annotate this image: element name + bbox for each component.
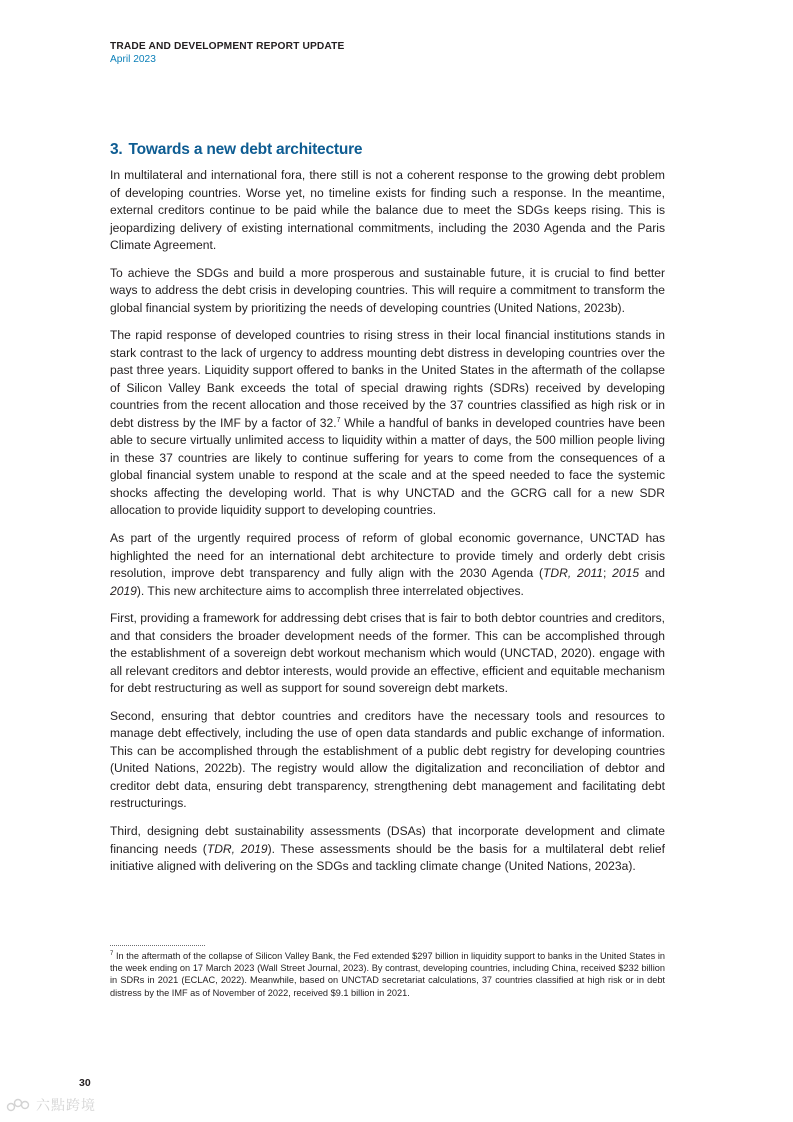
- section-title: Towards a new debt architecture: [128, 141, 363, 158]
- footnote-text: In the aftermath of the collapse of Silicon Valley Bank, the Fed extended $297 billion in liquidity support to banks in the United States in the week ending on 17 March 2023 (Wall Street Journal, 2023). By contrast, developing countries, including China, received $232 billion in SDRs in 2021 (ECLAC, 2022). Meanwhile, based on UNCTAD secretariat calculations, 37 countries classified at high risk or in debt distress by the IMF as of November of 2022, received $9.1 billion in 2021.: [110, 951, 665, 998]
- citation-2015: 2015: [612, 566, 640, 581]
- paragraph-6: Second, ensuring that debtor countries and creditors have the necessary tools and resources to manage debt effectively, including the use of open data standards and public exchange of information. This can be accomplished through the establishment of a public debt registry for developing countries (United Nations, 2022b). The registry would allow the digitalization and reconciliation of debtor and creditor debt data, ensuring debt transparency, strengthening debt management and facilitating debt restructurings.: [110, 708, 665, 811]
- citation-tdr-2011: TDR, 2011: [543, 566, 604, 581]
- watermark-logo-icon: [6, 1098, 32, 1112]
- page-number: 30: [79, 1077, 91, 1089]
- section-heading: [110, 141, 362, 159]
- paragraph-4-part-a: As part of the urgently required process of reform of global economic governance, UNCTAD has highlighted the need for an international debt architecture to provide timely and orderly debt crisis resolution, improve debt transparency and fully align with the 2030 Agenda (: [110, 531, 665, 581]
- watermark: [6, 1095, 96, 1115]
- report-title: TRADE AND DEVELOPMENT REPORT UPDATE: [110, 41, 345, 52]
- paragraph-7-part-a: Third, designing debt sustainability assessments (DSAs) that incorporate development and climate financing needs (: [110, 824, 665, 856]
- footnote: [110, 950, 665, 999]
- report-date: April 2023: [110, 54, 156, 65]
- paragraph-3-part-b: While a handful of banks in developed countries have been able to secure virtually unlimited access to liquidity within a matter of days, the 500 million people living in these 37 countries are likely to continue suffering for years to come from the consequences of a global financial system unable to respond at the scale and at the speed needed to face the systemic shocks affecting the developing world. That is why UNCTAD and the GCRG call for a new SDR allocation to provide liquidity support to developing countries.: [110, 415, 666, 518]
- citation-separator: ;: [603, 566, 613, 581]
- citation-2019: 2019: [110, 583, 137, 598]
- paragraph-4: [110, 530, 665, 600]
- footnote-reference[interactable]: 7: [336, 416, 341, 424]
- paragraph-1: In multilateral and international fora, there still is not a coherent response to the growing debt problem of developing countries. Worse yet, no timeline exists for finding such a response. In the meantime, external creditors continue to be paid while the balance due to meet the SDGs keeps rising. This is jeopardizing delivery of existing international commitments, including the 2030 Agenda and the Paris Climate Agreement.: [110, 168, 665, 252]
- footnote-divider: [110, 945, 205, 946]
- paragraph-4-part-b: ). This new architecture aims to accomplish three interrelated objectives.: [136, 583, 524, 598]
- section-number: 3.: [110, 141, 123, 158]
- paragraph-3-part-a: The rapid response of developed countries to rising stress in their local financial institutions stands in stark contrast to the lack of urgency to address mounting debt distress in developing countries over the past three years. Liquidity support offered to banks in the United States in the aftermath of the collapse of Silicon Valley Bank exceeds the total of special drawing rights (SDRs) received by developing countries from the recent allocation and those received by the 37 countries classified as high risk or in debt distress by the IMF by a factor of 32.: [110, 328, 665, 430]
- paragraph-7-part-b: ). These assessments should be the basis for a multilateral debt relief initiative aligned with delivering on the SDGs and tackling climate change (United Nations, 2023a).: [110, 841, 665, 874]
- citation-and: and: [639, 566, 665, 581]
- paragraph-7: [110, 823, 665, 876]
- citation-tdr-2019: TDR, 2019: [206, 841, 268, 856]
- watermark-text: 六點跨境: [36, 1098, 96, 1114]
- paragraph-2: To achieve the SDGs and build a more prosperous and sustainable future, it is crucial to find better ways to address the debt crisis in developing countries. This will require a commitment to transform the global financial system by prioritizing the needs of developing countries (United Nations, 2023b).: [110, 265, 665, 315]
- running-header: [110, 41, 344, 66]
- paragraph-5: First, providing a framework for addressing debt crises that is fair to both debtor countries and creditors, and that considers the broader development needs of the former. This can be accomplished through the establishment of a sovereign debt workout mechanism which would (UNCTAD, 2020). engage with all relevant creditors and debtor interests, would provide an effective, efficient and equitable mechanism for debt restructuring as well as support for sound sovereign debt markets.: [110, 611, 665, 696]
- paragraph-3: [110, 327, 665, 520]
- footnote-marker: 7: [110, 950, 114, 957]
- body-text: [110, 167, 665, 886]
